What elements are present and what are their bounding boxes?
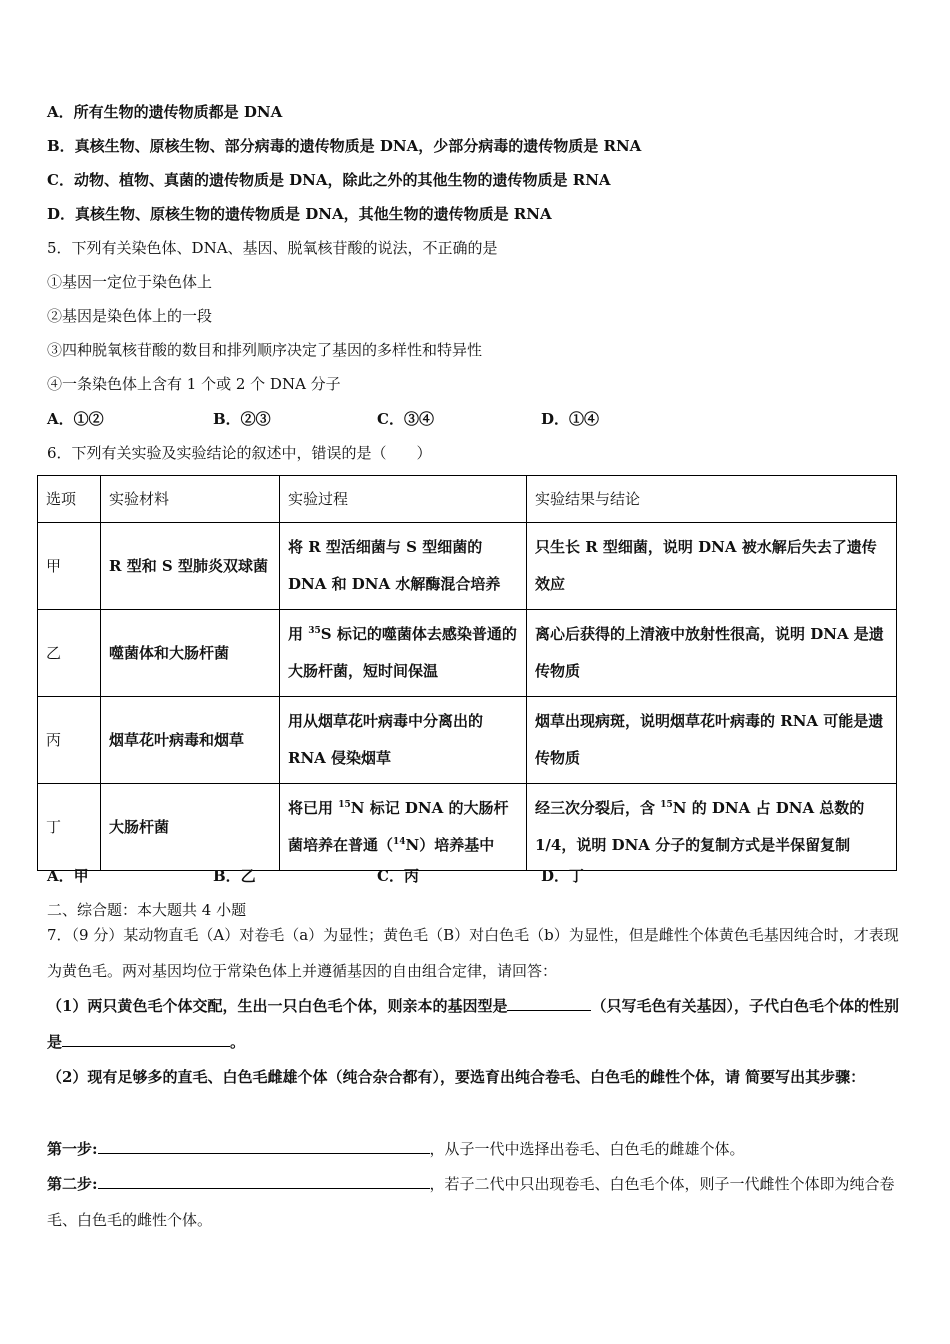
- row-result: [527, 784, 897, 871]
- step-1-tail: ，从子一代中选择出卷毛、白色毛的雌雄个体。: [429, 1140, 745, 1158]
- table-row: [38, 523, 897, 610]
- row-process: [280, 784, 527, 871]
- q4-option-d: D．真核生物、原核生物的遗传物质是 DNA，其他生物的遗传物质是 RNA: [47, 205, 552, 223]
- q5-option-a: A．①②: [47, 410, 104, 428]
- q7-part-1-text-b: （只写毛色有关基因），子代白色毛个体的性别是: [47, 997, 899, 1051]
- row-option: 乙: [38, 610, 101, 697]
- row-option: 甲: [38, 523, 101, 610]
- answer-blank-sex[interactable]: [62, 1032, 230, 1047]
- isotope-superscript: 35: [308, 626, 321, 636]
- isotope-superscript: 15: [338, 800, 351, 810]
- process-end: N）培养基中: [405, 836, 495, 854]
- row-result: 只生长 R 型细菌，说明 DNA 被水解后失去了遗传效应: [527, 523, 897, 610]
- row-result: 烟草出现病斑，说明烟草花叶病毒的 RNA 可能是遗传物质: [527, 697, 897, 784]
- step-1-label: 第一步:: [47, 1140, 98, 1158]
- q5-option-c: C．③④: [377, 410, 434, 428]
- q5-statement-4: ④一条染色体上含有 1 个或 2 个 DNA 分子: [47, 375, 341, 393]
- q5-statement-3: ③四种脱氧核苷酸的数目和排列顺序决定了基因的多样性和特异性: [47, 341, 483, 359]
- table-header-row: [38, 476, 897, 523]
- q7-part-1-text-c: 。: [230, 1033, 246, 1051]
- row-result: 离心后获得的上清液中放射性很高，说明 DNA 是遗传物质: [527, 610, 897, 697]
- q6-option-c: C．丙: [377, 867, 419, 885]
- header-option: 选项: [38, 476, 101, 523]
- q4-option-c: C．动物、植物、真菌的遗传物质是 DNA，除此之外的其他生物的遗传物质是 RNA: [47, 171, 611, 189]
- process-mid: N 标记 DNA 的大肠杆菌培养在普通（: [288, 799, 509, 854]
- q4-option-a: A．所有生物的遗传物质都是 DNA: [47, 103, 283, 121]
- q4-option-b: B．真核生物、原核生物、部分病毒的遗传物质是 DNA，少部分病毒的遗传物质是 RNA: [47, 137, 642, 155]
- row-process: 用从烟草花叶病毒中分离出的 RNA 侵染烟草: [280, 697, 527, 784]
- row-option: 丙: [38, 697, 101, 784]
- process-rest: S 标记的噬菌体去感染普通的大肠杆菌，短时间保温: [288, 625, 517, 680]
- process-prefix: 用: [288, 625, 309, 643]
- q6-experiment-table: [37, 475, 897, 871]
- q7-step-2: [47, 1166, 907, 1238]
- table-row: [38, 697, 897, 784]
- row-option: 丁: [38, 784, 101, 871]
- result-rest: N 的 DNA 占 DNA 总数的 1/4，说明 DNA 分子的复制方式是半保留复制: [535, 799, 865, 854]
- step-2-label: 第二步:: [47, 1175, 98, 1193]
- section-2-heading: 二、综合题：本大题共 4 小题: [47, 901, 247, 919]
- row-material: R 型和 S 型肺炎双球菌: [101, 523, 280, 610]
- isotope-superscript: 14: [393, 837, 406, 847]
- result-prefix: 经三次分裂后，含: [535, 799, 661, 817]
- answer-blank-step-2[interactable]: [98, 1174, 430, 1189]
- q7-step-1: [47, 1131, 907, 1167]
- row-material: 烟草花叶病毒和烟草: [101, 697, 280, 784]
- step-2-tail: ，若子二代中只出现卷毛、白色毛个体，则子一代雌性个体即为纯合卷毛、白色毛的雌性个体。: [47, 1175, 895, 1229]
- q6-option-d: D．丁: [541, 867, 585, 885]
- q7-part-1-text-a: （1）两只黄色毛个体交配，生出一只白色毛个体，则亲本的基因型是: [47, 997, 508, 1015]
- q5-option-d: D．①④: [541, 410, 600, 428]
- q7-intro: 7．（9 分）某动物直毛（A）对卷毛（a）为显性；黄色毛（B）对白色毛（b）为显性，但是雌性个体黄色毛基因纯合时，才表现为黄色毛。两对基因均位于常染色体上并遵循基因的自由组合定律，请回答：: [47, 926, 899, 980]
- row-process: 将 R 型活细菌与 S 型细菌的 DNA 和 DNA 水解酶混合培养: [280, 523, 527, 610]
- q6-option-b: B．乙: [213, 867, 256, 885]
- row-material: 噬菌体和大肠杆菌: [101, 610, 280, 697]
- header-process: 实验过程: [280, 476, 527, 523]
- q5-stem: 5．下列有关染色体、DNA、基因、脱氧核苷酸的说法，不正确的是: [47, 239, 498, 257]
- q6-stem: 6．下列有关实验及实验结论的叙述中，错误的是（ ）: [47, 444, 432, 462]
- row-process: [280, 610, 527, 697]
- isotope-superscript: 15: [660, 800, 673, 810]
- q6-option-a: A．甲: [47, 867, 89, 885]
- header-material: 实验材料: [101, 476, 280, 523]
- q7-part-2: （2）现有足够多的直毛、白色毛雌雄个体（纯合杂合都有），要选育出纯合卷毛、白色毛的雌性个体，请 简要写出其步骤：: [47, 1068, 866, 1086]
- table-row: [38, 784, 897, 871]
- row-material: 大肠杆菌: [101, 784, 280, 871]
- answer-blank-genotype[interactable]: [507, 996, 591, 1011]
- process-prefix: 将已用: [288, 799, 339, 817]
- header-result: 实验结果与结论: [527, 476, 897, 523]
- q5-statement-2: ②基因是染色体上的一段: [47, 307, 213, 325]
- q7-part-1: [47, 988, 907, 1060]
- table-row: [38, 610, 897, 697]
- answer-blank-step-1[interactable]: [98, 1139, 430, 1154]
- q5-statement-1: ①基因一定位于染色体上: [47, 273, 213, 291]
- q5-option-b: B．②③: [213, 410, 271, 428]
